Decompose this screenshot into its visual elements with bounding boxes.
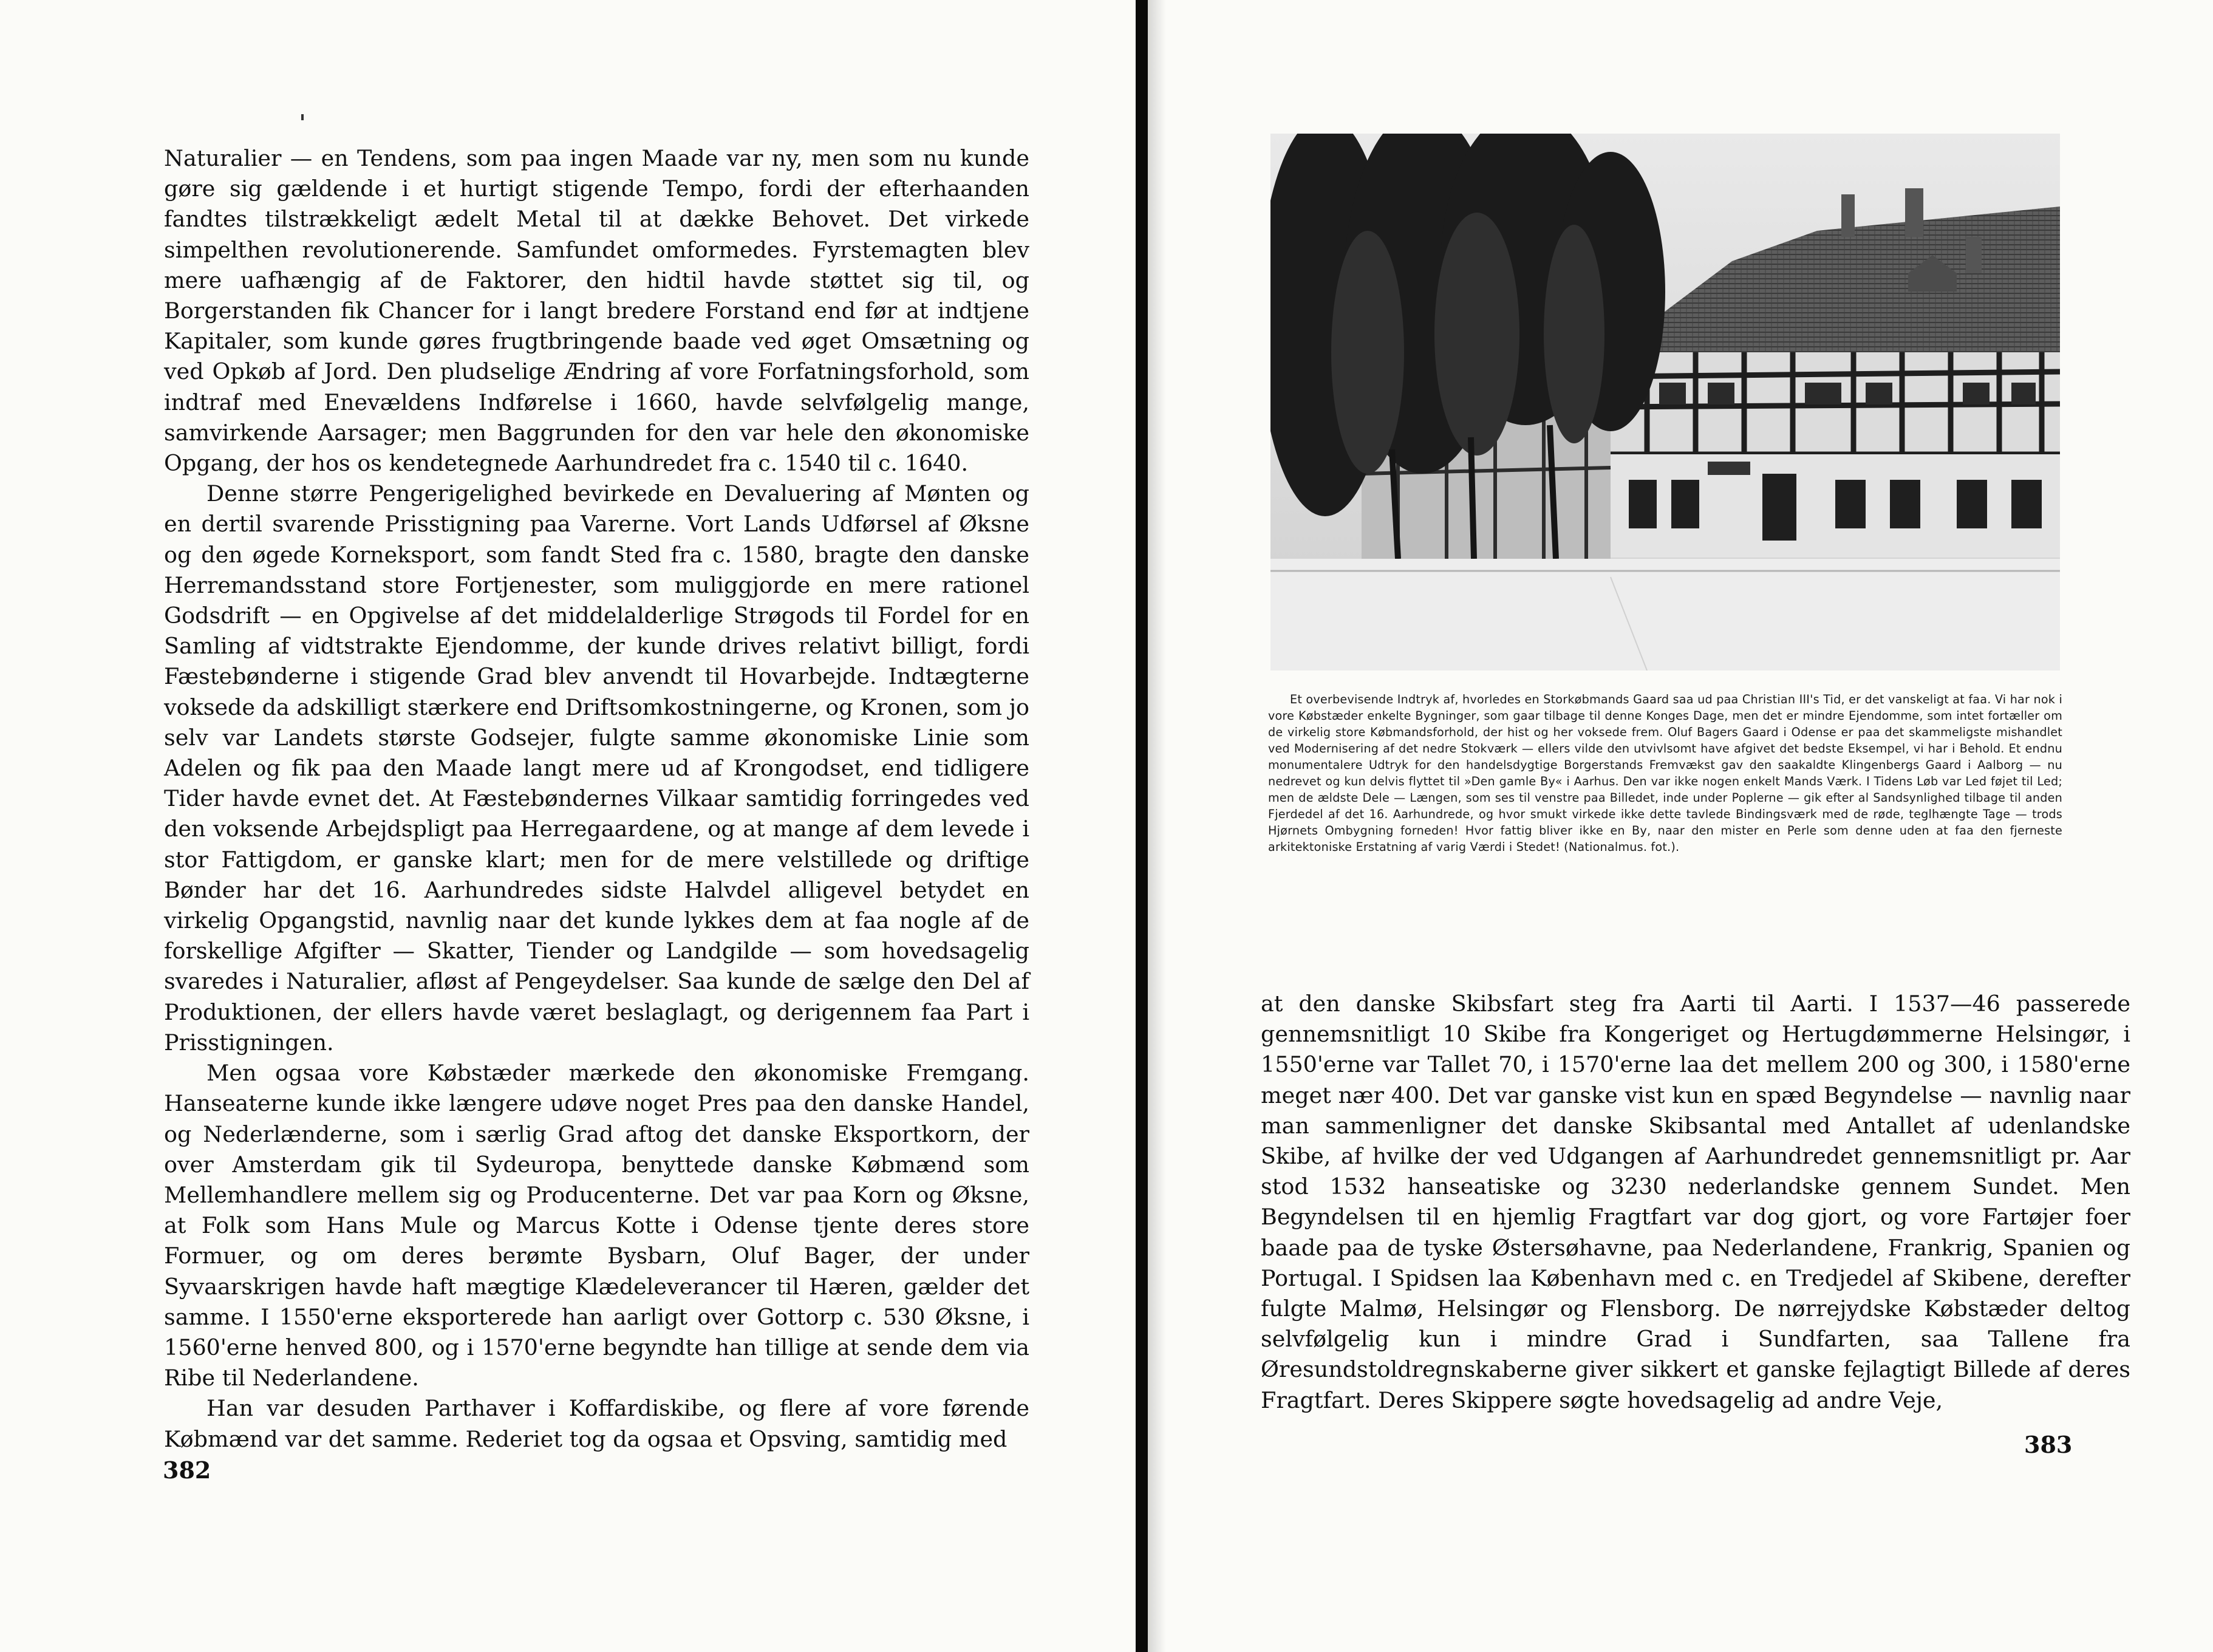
book-spine [1136, 0, 1148, 1652]
paragraph: Naturalier — en Tendens, som paa ingen Maade var ny, men som nu kunde gøre sig gældende i et hurtigt stigende Tempo, fordi der efterhaanden fandtes tilstrækkeligt ædelt Metal til at dække Behovet. Det virkede simpelthen revolutionerende. Samfundet omformedes. Fyrstemagten blev mere uafhængig af de Faktorer, den hidtil havde støttet sig til, og Borgerstanden fik Chancer for i langt bredere Forstand end før at indtjene Kapitaler, som kunde gøres frugtbringende baade ved øget Omsætning og ved Opkøb af Jord. Den pludselige Ændring af vore Forfatningsforhold, som indtraf med Enevældens Indførelse i 1660, havde selvfølgelig mange, samvirkende Aarsager; men Baggrunden for den var hele den økonomiske Opgang, der hos os kendetegnede Aarhundredet fra c. 1540 til c. 1640. [164, 145, 1029, 477]
photo-caption [1268, 691, 2062, 855]
paragraph: at den danske Skibsfart steg fra Aarti til Aarti. I 1537—46 passerede gennemsnitligt 10 Skibe fra Kongeriget og Hertugdømmerne Helsingør, i 1550'erne var Tallet 70, i 1570'erne laa det mellem 200 og 300, i 1580'erne meget nær 400. Det var ganske vist kun en spæd Begyndelse — navnlig naar man sammenligner det danske Skibsantal med Antallet af udenlandske Skibe, af hvilke der ved Udgangen af Aarhundredet gennemsnitligt pr. Aar stod 1532 hanseatiske og 3230 nederlandske gennem Sundet. Men Begyndelsen til en hjemlig Fragtfart var dog gjort, og vore Fartøjer foer baade paa de tyske Østersøhavne, paa Nederlandene, Frankrig, Spanien og Portugal. I Spidsen laa København med c. en Tredjedel af Skibene, derefter fulgte Malmø, Helsingør og Flensborg. De nørrejydske Købstæder deltog selvfølgelig kun i mindre Grad i Sundfarten, saa Tallene fra Øresundstoldregnskaberne giver sikkert et ganske fejlagtigt Billede af deres Fragtfart. Deres Skippere søgte hovedsagelig ad andre Veje, [1261, 991, 2130, 1413]
right-body-text [1261, 989, 2130, 1416]
paragraph: Han var desuden Parthaver i Koffardiskibe, og flere af vore førende Købmænd var det samme. Rederiet tog da ogsaa et Opsving, samtidig med [164, 1395, 1029, 1452]
page-fold-shadow [1148, 0, 1166, 1652]
building-photo-illustration [1270, 134, 2060, 671]
paragraph: Men ogsaa vore Købstæder mærkede den økonomiske Fremgang. Hanseaterne kunde ikke længere udøve noget Pres paa den danske Handel, og Nederlænderne, som i særlig Grad aftog det danske Eksportkorn, der over Amsterdam gik til Sydeuropa, benyttede danske Købmænd som Mellemhandlere mellem sig og Producenterne. Det var paa Korn og Øksne, at Folk som Hans Mule og Marcus Kotte i Odense tjente deres store Formuer, og om deres berømte Bysbarn, Oluf Bager, der under Syvaarskrigen havde haft mægtige Klædeleverancer til Hæren, gælder det samme. I 1550'erne eksporterede han aarligt over Gottorp c. 530 Øksne, i 1560'erne henved 800, og i 1570'erne begyndte han tillige at sende dem via Ribe til Nederlandene. [164, 1060, 1029, 1391]
page-number: 383 [2024, 1431, 2073, 1458]
page-number: 382 [163, 1456, 211, 1484]
left-body-text [164, 143, 1029, 1455]
photo-klingenbergs-gaard [1270, 134, 2060, 671]
paragraph: Denne større Pengerigelighed bevirkede en Devaluering af Mønten og en dertil svarende Prisstigning paa Varerne. Vort Lands Udførsel af Øksne og den øgede Korneksport, som fandt Sted fra c. 1580, bragte den danske Herremandsstand store Fortjenester, som muliggjorde en mere rationel Godsdrift — en Opgivelse af det middelalderlige Strøgods til Fordel for en Samling af vidtstrakte Ejendomme, der kunde drives relativt billigt, fordi Fæstebønderne i stigende Grad blev anvendt til Hovarbejde. Indtægterne voksede da adskilligt stærkere end Driftsomkostningerne, og Kronen, som jo selv var Landets største Godsejer, fulgte samme økonomiske Linie som Adelen og fik paa den Maade langt mere ud af Krongodset, end tidligere Tider havde evnet det. At Fæstebøndernes Vilkaar samtidig forringedes ved den voksende Arbejdspligt paa Herregaardene, og at mange af dem levede i stor Fattigdom, er ganske klart; men for de mere velstillede og driftige Bønder har det 16. Aarhundredes sidste Halvdel alligevel betydet en virkelig Opgangstid, navnlig naar det kunde lykkes dem at faa nogle af de forskellige Afgifter — Skatter, Tiender og Landgilde — som hovedsagelig svaredes i Naturalier, afløst af Pengeydelser. Saa kunde de sælge den Del af Produktionen, der ellers havde været beslaglagt, og derigennem faa Part i Prisstigningen. [164, 480, 1029, 1056]
caption-text: Et overbevisende Indtryk af, hvorledes en Storkøbmands Gaard saa ud paa Christian III's Tid, er det vanskeligt at faa. Vi har nok i vore Købstæder enkelte Bygninger, som gaar tilbage til denne Konges Dage, men det er mindre Ejendomme, som intet fortæller om de virkelig store Købmandsforhold, der hist og her voksede frem. Oluf Bagers Gaard i Odense er paa det skammeligste mishandlet ved Modernisering af det nedre Stokværk — ellers vilde den utvivlsomt have afgivet det bedste Eksempel, vi har i Behold. Et endnu monumentalere Udtryk for den handelsdygtige Borgerstands Fremvækst gav den saakaldte Klingenbergs Gaard i Aalborg — nu nedrevet og kun delvis flyttet til »Den gamle By« i Aarhus. Den var ikke nogen enkelt Mands Værk. I Tidens Løb var Led føjet til Led; men de ældste Dele — Længen, som ses til venstre paa Billedet, inde under Poplerne — gik efter al Sandsynlighed tilbage til anden Fjerdedel af det 16. Aarhundrede, og hvor smukt virkede ikke dette tavlede Bindingsværk med de røde, teglhængte Tage — trods Hjørnets Ombygning forneden! Hvor fattig bliver ikke en By, naar den mister en Perle som denne uden at faa den fjerneste arkitektoniske Erstatning af varig Værdi i Stedet! (Nationalmus. fot.). [1268, 692, 2062, 854]
speck-mark [301, 114, 304, 120]
